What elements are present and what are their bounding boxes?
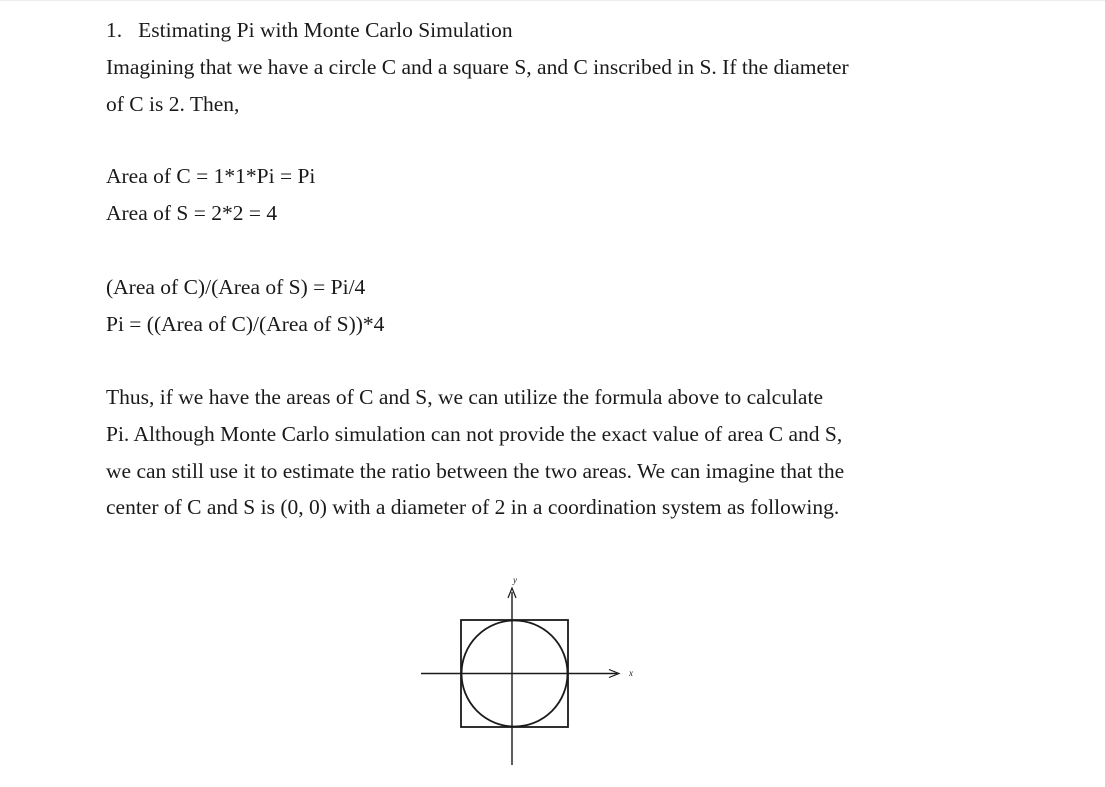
area-c-formula: Area of C = 1*1*Pi = Pi: [106, 164, 316, 188]
conclusion-line-4: center of C and S is (0, 0) with a diameter of 2 in a coordination system as following.: [106, 495, 840, 519]
section-number: 1.: [106, 18, 123, 42]
conclusion-line-1: Thus, if we have the areas of C and S, we can utilize the formula above to calculate: [106, 385, 823, 409]
y-axis-label: y: [513, 575, 517, 585]
conclusion-line-2: Pi. Although Monte Carlo simulation can not provide the exact value of area C and S,: [106, 422, 843, 446]
conclusion-line-3: we can still use it to estimate the ratio between the two areas. We can imagine that the: [106, 459, 845, 483]
section-title: Estimating Pi with Monte Carlo Simulation: [138, 18, 513, 42]
intro-line-2: of C is 2. Then,: [106, 92, 240, 116]
x-axis-label: x: [629, 668, 633, 678]
ratio-formula: (Area of C)/(Area of S) = Pi/4: [106, 275, 366, 299]
area-s-formula: Area of S = 2*2 = 4: [106, 201, 278, 225]
intro-line-1: Imagining that we have a circle C and a square S, and C inscribed in S. If the diameter: [106, 55, 849, 79]
pi-formula: Pi = ((Area of C)/(Area of S))*4: [106, 312, 385, 336]
